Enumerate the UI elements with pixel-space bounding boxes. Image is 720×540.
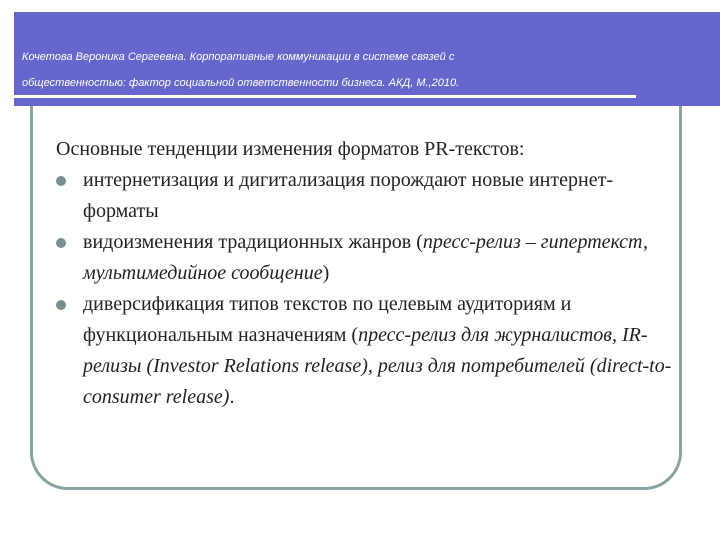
bullet-icon [56, 176, 66, 186]
bullet-icon [56, 238, 66, 248]
slide-heading: Основные тенденции изменения форматов PR-текстов: [56, 138, 525, 160]
header-citation [22, 44, 622, 96]
header-citation-line-2: общественностью: фактор социальной ответственности бизнеса. АКД, М.,2010. [22, 77, 460, 89]
bullet-1-text: интернетизация и дигитализация порождают новые интернет-форматы [83, 169, 613, 222]
bullet-icon [56, 300, 66, 310]
bullet-2-text: видоизменения традиционных жанров ( [83, 231, 423, 253]
bullet-list [56, 165, 676, 413]
bullet-3-italic: пресс-релиз для журналистов, IR-релизы (Investor Relations release), релиз для потребителей (direct-to-consumer release) [83, 324, 672, 408]
bullet-item-3 [56, 289, 676, 413]
header-citation-line-1: Кочетова Вероника Сергеевна. Корпоративные коммуникации в системе связей с [22, 51, 455, 63]
bullet-item-2 [56, 227, 676, 289]
bullet-3-text: диверсификация типов текстов по целевым аудиториям и функциональным назначениям ( [83, 293, 572, 346]
bullet-3-text-end: . [229, 386, 235, 408]
bullet-item-1 [56, 165, 676, 227]
bullet-2-italic: пресс-релиз – гипертекст, мультимедийное сообщение [83, 231, 648, 284]
bullet-2-text-end: ) [322, 262, 330, 284]
slide-content [56, 134, 676, 413]
